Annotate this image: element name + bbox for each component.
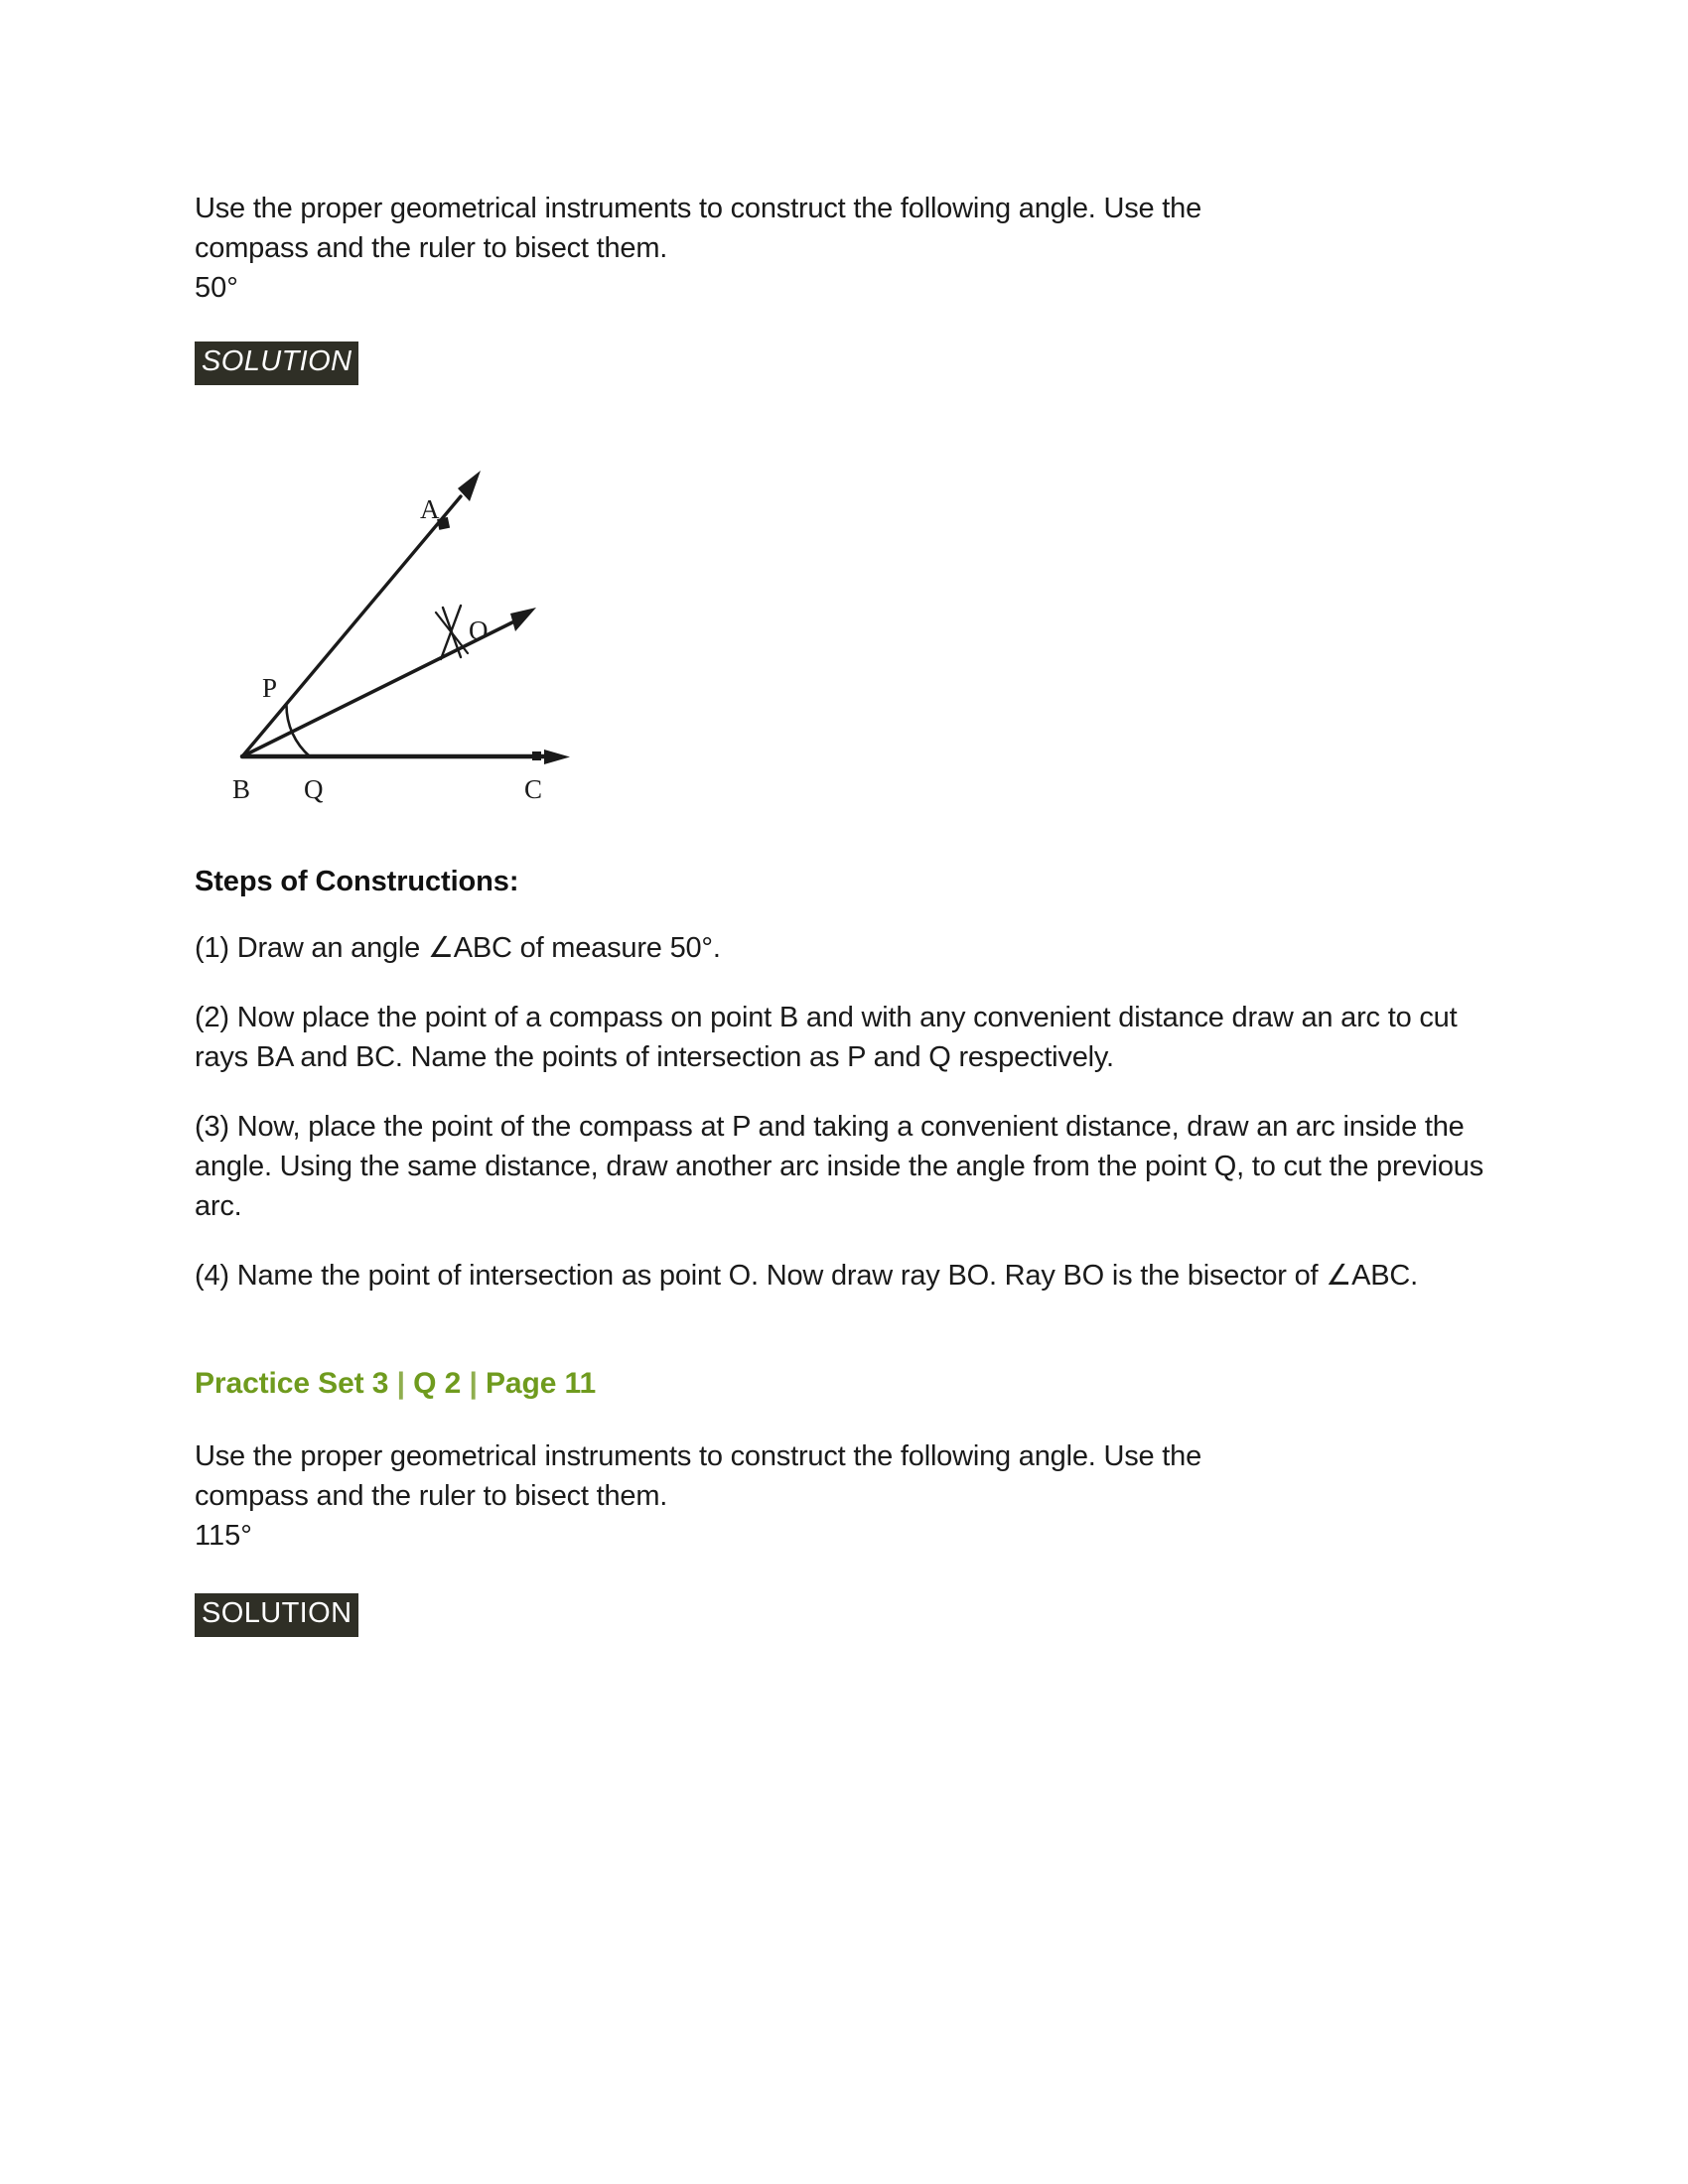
step-item-3: (3) Now, place the point of the compass at P and taking a convenient distance, draw an arc inside the angle. Using the same distance, draw another arc inside the angle from the point Q, to cut the previous arc. xyxy=(195,1111,1484,1223)
angle-construction-diagram xyxy=(195,409,751,826)
practice-set-separator-2: | xyxy=(461,1367,486,1401)
practice-set-heading[interactable] xyxy=(195,1367,1485,1401)
geometry-figure xyxy=(195,409,751,826)
figure-label-p: P xyxy=(262,673,278,704)
solution-label-1: SOLUTION xyxy=(195,341,358,385)
practice-set-separator-1: | xyxy=(388,1367,414,1401)
steps-heading: Steps of Constructions: xyxy=(195,866,519,898)
question-1-angle-value: 50° xyxy=(195,272,238,305)
practice-set-part: Practice Set 3 xyxy=(195,1367,389,1401)
figure-label-o: O xyxy=(469,615,489,646)
practice-page-part: Page 11 xyxy=(485,1367,597,1401)
figure-label-c: C xyxy=(524,774,543,805)
step-item-2: (2) Now place the point of a compass on point B and with any convenient distance draw an arc to cut rays BA and BC. Name the points of intersection as P and Q respectively. xyxy=(195,1002,1458,1074)
solution-label-2: SOLUTION xyxy=(195,1593,358,1637)
cross-arc-tick-1 xyxy=(436,613,468,653)
solution-label-1-wrapper xyxy=(195,341,1485,385)
solution-label-2-wrapper xyxy=(195,1593,1485,1637)
question-1-prompt xyxy=(195,189,1485,308)
figure-label-b: B xyxy=(232,774,251,805)
question-1-prompt-line-1: Use the proper geometrical instruments to construct the following angle. Use the xyxy=(195,193,1202,224)
figure-label-q: Q xyxy=(304,774,324,805)
practice-question-part: Q 2 xyxy=(413,1367,462,1401)
ray-bo-arrowhead xyxy=(510,608,536,631)
point-marker-c xyxy=(532,751,541,760)
document-content xyxy=(195,189,1485,1637)
question-1-prompt-line-2: compass and the ruler to bisect them. xyxy=(195,232,668,265)
figure-label-a: A xyxy=(420,494,440,525)
question-2-prompt-line-1: Use the proper geometrical instruments to construct the following angle. Use the xyxy=(195,1440,1202,1473)
ray-ba xyxy=(242,496,461,756)
step-item-4: (4) Name the point of intersection as point O. Now draw ray BO. Ray BO is the bisector of ∠ABC. xyxy=(195,1260,1418,1293)
question-2-prompt xyxy=(195,1436,1485,1556)
step-item-1: (1) Draw an angle ∠ABC of measure 50°. xyxy=(195,932,721,965)
question-2-angle-value: 115° xyxy=(195,1520,252,1553)
ray-bc-arrowhead xyxy=(544,750,570,764)
question-2-prompt-line-2: compass and the ruler to bisect them. xyxy=(195,1480,668,1513)
